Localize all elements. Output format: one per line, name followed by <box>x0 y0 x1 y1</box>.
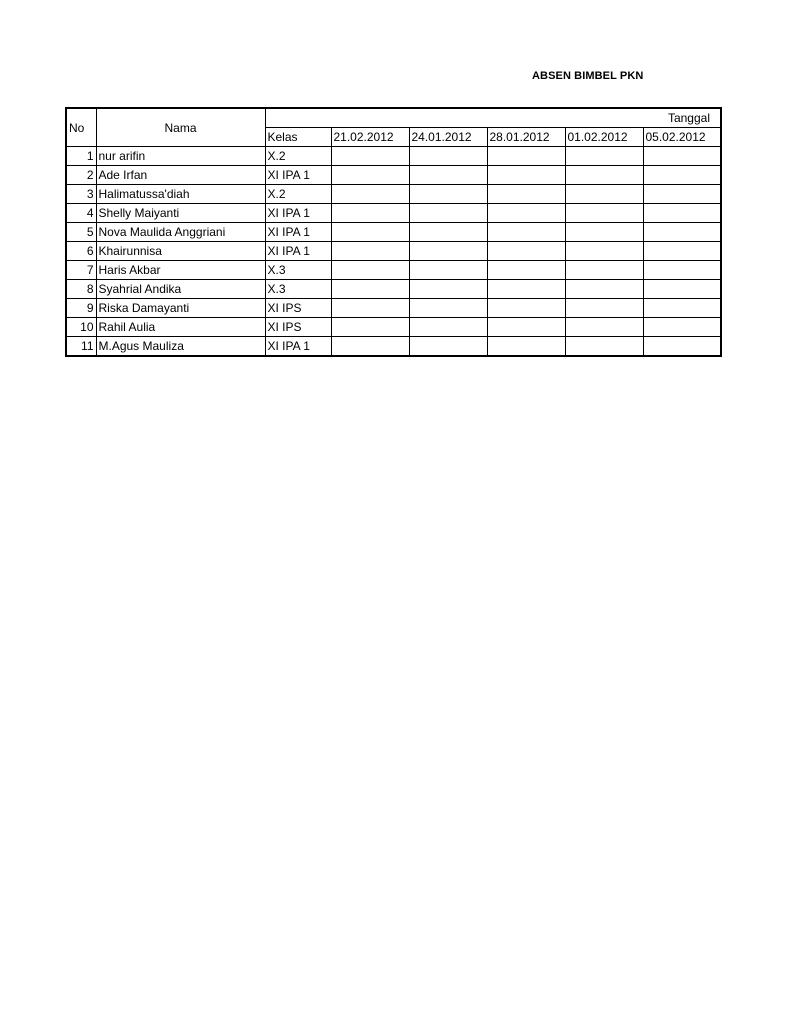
table-row <box>66 185 721 204</box>
student-name: Shelly Maiyanti <box>96 204 265 223</box>
row-number: 10 <box>66 318 96 337</box>
table-row <box>66 299 721 318</box>
attendance-cell <box>331 147 409 166</box>
attendance-cell <box>487 261 565 280</box>
student-class: XI IPA 1 <box>265 337 331 357</box>
table-row <box>66 242 721 261</box>
attendance-cell <box>643 337 721 357</box>
attendance-cell <box>487 299 565 318</box>
attendance-cell <box>409 147 487 166</box>
student-name: Khairunnisa <box>96 242 265 261</box>
student-name: Haris Akbar <box>96 261 265 280</box>
table-row <box>66 166 721 185</box>
attendance-cell <box>409 261 487 280</box>
student-class: XI IPS <box>265 318 331 337</box>
column-header-date: 05.02.2012 <box>643 128 721 147</box>
attendance-table <box>65 107 722 357</box>
student-name: Ade Irfan <box>96 166 265 185</box>
attendance-cell <box>331 261 409 280</box>
header-row-top <box>66 108 721 128</box>
attendance-cell <box>643 261 721 280</box>
attendance-cell <box>409 337 487 357</box>
attendance-cell <box>331 337 409 357</box>
column-header-no: No <box>66 108 96 147</box>
attendance-cell <box>565 261 643 280</box>
attendance-cell <box>487 147 565 166</box>
student-class: XI IPS <box>265 299 331 318</box>
attendance-cell <box>643 147 721 166</box>
attendance-cell <box>331 280 409 299</box>
student-name: M.Agus Mauliza <box>96 337 265 357</box>
attendance-cell <box>643 223 721 242</box>
attendance-cell <box>643 185 721 204</box>
attendance-cell <box>331 318 409 337</box>
column-header-tanggal: Tanggal <box>265 108 721 128</box>
column-header-nama: Nama <box>96 108 265 147</box>
attendance-cell <box>643 204 721 223</box>
attendance-cell <box>643 166 721 185</box>
attendance-cell <box>487 185 565 204</box>
row-number: 11 <box>66 337 96 357</box>
attendance-cell <box>643 242 721 261</box>
row-number: 6 <box>66 242 96 261</box>
attendance-cell <box>487 223 565 242</box>
attendance-cell <box>487 204 565 223</box>
column-header-date: 28.01.2012 <box>487 128 565 147</box>
attendance-cell <box>331 204 409 223</box>
attendance-cell <box>565 185 643 204</box>
attendance-cell <box>331 242 409 261</box>
attendance-cell <box>409 223 487 242</box>
student-name: Nova Maulida Anggriani <box>96 223 265 242</box>
attendance-cell <box>409 280 487 299</box>
attendance-cell <box>643 318 721 337</box>
table-row <box>66 337 721 357</box>
table-row <box>66 223 721 242</box>
row-number: 8 <box>66 280 96 299</box>
student-class: XI IPA 1 <box>265 223 331 242</box>
student-name: Halimatussa'diah <box>96 185 265 204</box>
row-number: 4 <box>66 204 96 223</box>
row-number: 2 <box>66 166 96 185</box>
attendance-cell <box>565 242 643 261</box>
attendance-cell <box>409 242 487 261</box>
row-number: 7 <box>66 261 96 280</box>
attendance-cell <box>643 280 721 299</box>
column-header-kelas: Kelas <box>265 128 331 147</box>
student-class: XI IPA 1 <box>265 242 331 261</box>
attendance-cell <box>565 147 643 166</box>
attendance-cell <box>487 242 565 261</box>
attendance-cell <box>409 166 487 185</box>
student-class: XI IPA 1 <box>265 204 331 223</box>
column-header-date: 24.01.2012 <box>409 128 487 147</box>
attendance-cell <box>643 299 721 318</box>
attendance-cell <box>331 299 409 318</box>
table-row <box>66 280 721 299</box>
attendance-cell <box>565 223 643 242</box>
attendance-cell <box>565 337 643 357</box>
attendance-cell <box>409 185 487 204</box>
attendance-cell <box>487 318 565 337</box>
column-header-date: 01.02.2012 <box>565 128 643 147</box>
attendance-cell <box>565 299 643 318</box>
attendance-cell <box>409 318 487 337</box>
row-number: 1 <box>66 147 96 166</box>
attendance-cell <box>487 166 565 185</box>
row-number: 3 <box>66 185 96 204</box>
student-name: Rahil Aulia <box>96 318 265 337</box>
attendance-cell <box>487 280 565 299</box>
attendance-cell <box>331 166 409 185</box>
row-number: 9 <box>66 299 96 318</box>
table-row <box>66 261 721 280</box>
student-class: X.2 <box>265 185 331 204</box>
table-row <box>66 318 721 337</box>
attendance-cell <box>565 280 643 299</box>
attendance-cell <box>331 185 409 204</box>
student-name: Syahrial Andika <box>96 280 265 299</box>
row-number: 5 <box>66 223 96 242</box>
student-name: Riska Damayanti <box>96 299 265 318</box>
student-class: X.2 <box>265 147 331 166</box>
student-class: XI IPA 1 <box>265 166 331 185</box>
attendance-cell <box>409 299 487 318</box>
document-title: ABSEN BIMBEL PKN <box>532 70 644 82</box>
table-row <box>66 204 721 223</box>
attendance-cell <box>565 318 643 337</box>
attendance-cell <box>565 166 643 185</box>
table-row <box>66 147 721 166</box>
attendance-cell <box>487 337 565 357</box>
attendance-cell <box>331 223 409 242</box>
attendance-cell <box>409 204 487 223</box>
column-header-date: 21.02.2012 <box>331 128 409 147</box>
attendance-cell <box>565 204 643 223</box>
student-class: X.3 <box>265 261 331 280</box>
student-name: nur arifin <box>96 147 265 166</box>
student-class: X.3 <box>265 280 331 299</box>
